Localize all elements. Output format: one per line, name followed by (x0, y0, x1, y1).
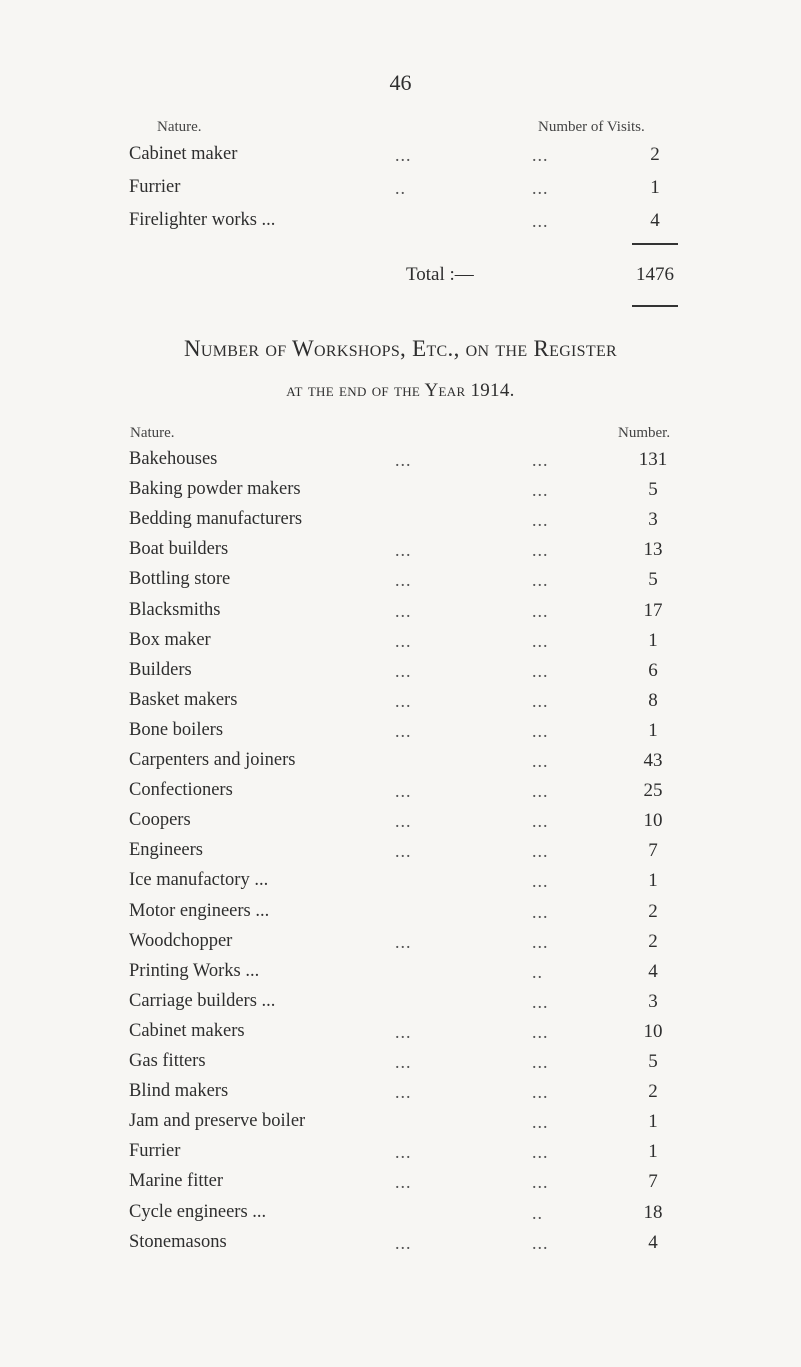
row-nature: Bedding manufacturers (129, 509, 303, 530)
row-leader-dots: ... (532, 811, 549, 832)
row-nature: Coopers (129, 810, 191, 831)
row-leader-dots: ... (532, 690, 549, 711)
rule-below-total (632, 305, 678, 307)
row-nature: Cycle engineers ... (129, 1201, 267, 1222)
row-leader-dots: ... (532, 1021, 549, 1042)
register-number-header: Number. (618, 425, 671, 441)
row-value: 1 (648, 870, 658, 892)
register-title-line1: Number of Workshops, Etc., on the Register (183, 336, 617, 361)
row-leader-dots: ... (532, 480, 549, 501)
row-leader-dots: ... (532, 901, 549, 922)
row-leader-dots: ... (395, 450, 412, 470)
row-nature: Baking powder makers (129, 479, 301, 500)
row-leader-dots: ... (532, 630, 549, 651)
row-leader-dots: ... (395, 811, 412, 832)
row-value: 2 (648, 930, 658, 952)
row-value: 131 (638, 449, 668, 470)
row-nature: Marine fitter (129, 1171, 223, 1192)
row-leader-dots: ... (532, 991, 549, 1012)
row-nature: Basket makers (129, 689, 238, 710)
row-value: 18 (643, 1201, 663, 1223)
row-leader-dots: ... (395, 1021, 412, 1042)
row-nature: Furrier (129, 1141, 181, 1162)
row-leader-dots: ... (532, 178, 549, 198)
row-leader-dots: ... (395, 841, 412, 862)
register-title-line2: at the end of the Year 1914. (286, 380, 515, 401)
row-leader-dots: ... (532, 211, 549, 231)
rule-above-total (632, 243, 678, 245)
row-leader-dots: ... (395, 690, 412, 711)
row-nature: Bottling store (129, 569, 231, 590)
row-leader-dots: ... (395, 630, 412, 651)
row-value: 1 (650, 177, 660, 198)
row-leader-dots: ... (532, 570, 549, 591)
row-nature: Gas fitters (129, 1051, 206, 1071)
row-value: 1 (648, 1111, 658, 1133)
row-value: 2 (650, 144, 660, 165)
row-nature: Stonemasons (129, 1231, 227, 1252)
row-nature: Cabinet maker (129, 144, 238, 164)
row-leader-dots: ... (395, 660, 412, 681)
row-nature: Jam and preserve boiler (129, 1111, 306, 1132)
total-value: 1476 (636, 264, 674, 285)
row-nature: Firelighter works ... (129, 210, 276, 230)
row-value: 1 (648, 1141, 658, 1163)
row-value: 10 (643, 810, 663, 832)
row-value: 2 (648, 1081, 658, 1103)
row-leader-dots: ... (395, 540, 412, 561)
row-value: 4 (650, 210, 660, 231)
row-leader-dots: ... (395, 570, 412, 591)
row-nature: Carriage builders ... (129, 990, 276, 1011)
row-nature: Motor engineers ... (129, 900, 270, 921)
row-nature: Blind makers (129, 1081, 229, 1102)
row-nature: Bone boilers (129, 719, 224, 740)
row-value: 6 (648, 659, 658, 681)
row-value: 7 (648, 840, 658, 862)
visits-count-header: Number of Visits. (538, 119, 645, 135)
row-leader-dots: ... (395, 600, 412, 621)
row-leader-dots: ... (395, 145, 412, 165)
row-value: 10 (643, 1020, 663, 1042)
row-nature: Cabinet makers (129, 1020, 245, 1041)
row-value: 8 (648, 689, 658, 711)
row-value: 3 (648, 990, 658, 1012)
row-value: 3 (648, 509, 658, 531)
row-nature: Confectioners (129, 780, 233, 801)
row-nature: Printing Works ... (129, 960, 260, 981)
row-leader-dots: ... (532, 1142, 549, 1163)
row-leader-dots: ... (532, 1232, 549, 1253)
row-nature: Furrier (129, 177, 181, 197)
row-leader-dots: ... (395, 1142, 412, 1163)
row-nature: Carpenters and joiners (129, 750, 296, 770)
row-leader-dots: ... (395, 720, 412, 741)
row-value: 1 (648, 719, 658, 741)
row-value: 2 (648, 900, 658, 922)
register-nature-header: Nature. (130, 425, 175, 441)
row-leader-dots: ... (395, 1052, 412, 1072)
row-value: 4 (648, 1231, 658, 1253)
row-nature: Box maker (129, 629, 211, 650)
row-leader-dots: ... (532, 931, 549, 952)
visits-nature-header: Nature. (157, 119, 202, 135)
row-leader-dots: ... (395, 1082, 412, 1103)
row-nature: Engineers (129, 840, 203, 861)
row-value: 17 (643, 599, 663, 621)
row-value: 25 (643, 780, 663, 802)
row-leader-dots: .. (532, 1202, 543, 1223)
row-value: 43 (643, 750, 663, 771)
row-value: 5 (648, 1051, 658, 1072)
row-leader-dots: ... (395, 1172, 412, 1193)
row-leader-dots: ... (532, 145, 549, 165)
row-value: 7 (648, 1171, 658, 1193)
row-leader-dots: ... (532, 600, 549, 621)
row-nature: Woodchopper (129, 930, 233, 951)
row-leader-dots: ... (532, 450, 549, 470)
row-leader-dots: ... (532, 1112, 549, 1133)
row-leader-dots: ... (532, 1052, 549, 1072)
row-leader-dots: ... (532, 510, 549, 531)
row-leader-dots: ... (532, 751, 549, 771)
row-leader-dots: ... (532, 660, 549, 681)
row-leader-dots: .. (395, 178, 406, 198)
row-nature: Blacksmiths (129, 599, 221, 620)
row-leader-dots: ... (532, 841, 549, 862)
row-nature: Ice manufactory ... (129, 870, 269, 891)
row-value: 5 (648, 569, 658, 591)
row-value: 4 (648, 960, 658, 982)
row-leader-dots: ... (395, 931, 412, 952)
row-leader-dots: ... (532, 1172, 549, 1193)
row-leader-dots: .. (532, 961, 543, 982)
row-leader-dots: ... (532, 781, 549, 802)
row-leader-dots: ... (395, 1232, 412, 1253)
row-nature: Boat builders (129, 539, 229, 560)
page-number: 46 (389, 70, 412, 95)
row-leader-dots: ... (395, 781, 412, 802)
row-value: 5 (648, 479, 658, 501)
row-leader-dots: ... (532, 871, 549, 892)
row-leader-dots: ... (532, 720, 549, 741)
row-nature: Bakehouses (129, 449, 218, 469)
row-leader-dots: ... (532, 1082, 549, 1103)
row-nature: Builders (129, 659, 192, 680)
row-leader-dots: ... (532, 540, 549, 561)
total-label: Total :— (406, 264, 474, 285)
row-value: 1 (648, 629, 658, 651)
row-value: 13 (643, 539, 663, 561)
